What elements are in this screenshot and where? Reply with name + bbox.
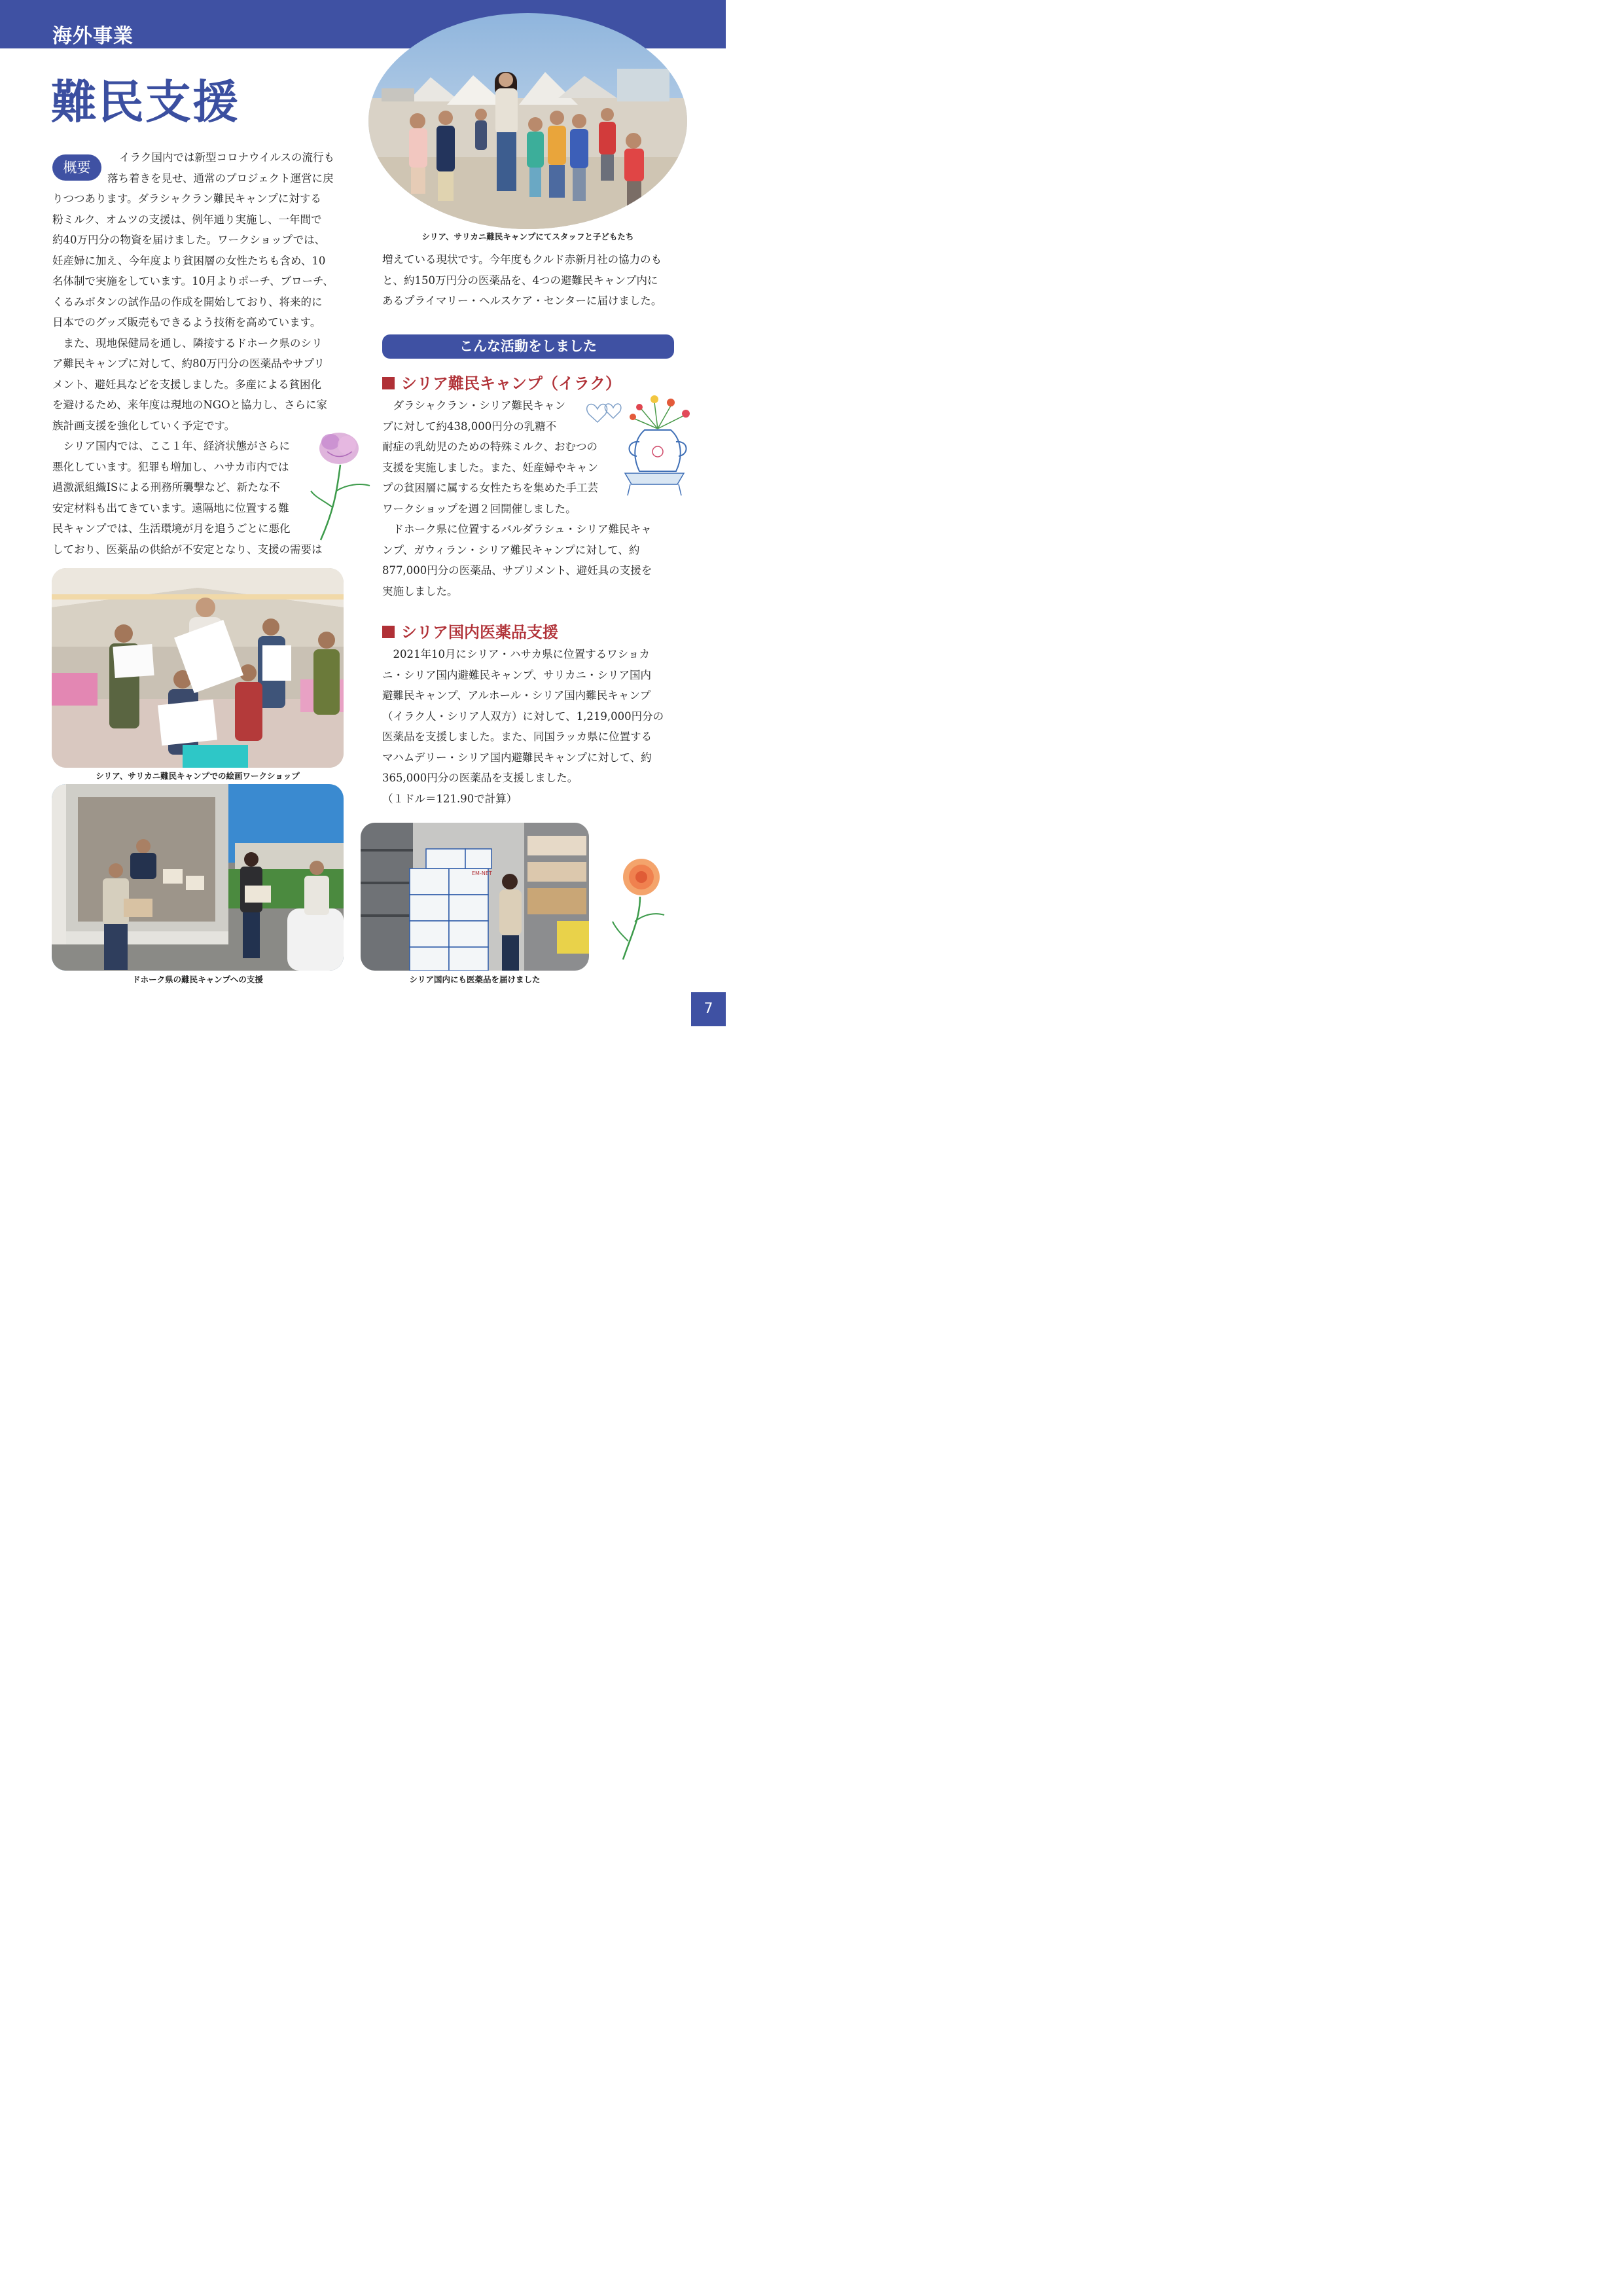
overview-continued-line: と、約150万円分の医薬品を、4つの避難民キャンプ内に [382,274,658,287]
overview-line: また、現地保健局を通し、隣接するドホーク県のシリ [52,336,323,350]
overview-line: 名体制で実施をしています。10月よりポーチ、ブローチ、 [52,275,334,287]
flower-illustration-pink [308,425,373,543]
section1-line: ダラシャクラン・シリア難民キャン [382,399,566,412]
section2-line: 避難民キャンプ、アルホール・シリア国内難民キャンプ [382,689,651,702]
overview-line: 悪化しています。犯罪も増加し、ハサカ市内では [52,460,289,473]
section1-line: ンプ、ガウィラン・シリア難民キャンプに対して、約 [382,543,640,556]
square-bullet-icon [382,626,395,638]
section-heading-text: シリア国内医薬品支援 [401,623,558,641]
photo-truck-delivery [52,784,344,971]
overview-line: シリア国内では、ここ１年、経済状態がさらに [52,440,290,452]
overview-line: 約40万円分の物資を届けました。ワークショップでは、 [52,234,326,246]
overview-line: 安定材料も出てきています。遠隔地に位置する難 [52,501,289,514]
overview-text [52,147,344,560]
warehouse-photo-caption: シリア国内にも医薬品を届けました [409,975,541,984]
section2-line: 医薬品を支援しました。また、同国ラッカ県に位置する [382,730,652,743]
overview-line: ア難民キャンプに対して、約80万円分の医薬品やサプリ [52,357,325,370]
section1-line: プの貧困層に属する女性たちを集めた手工芸 [382,482,598,494]
page-title: 難民支援 [51,75,240,129]
photo-camp-children [368,13,687,229]
photo-painting-workshop [52,568,344,768]
section-label: 海外事業 [52,25,134,48]
section2-line: （１ドル＝121.90で計算） [382,792,518,805]
section2-line: ニ・シリア国内避難民キャンプ、サリカニ・シリア国内 [382,668,652,681]
flower-illustration-orange [609,856,668,961]
overview-line: 粉ミルク、オムツの支援は、例年通り実施し、一年間で [52,213,322,226]
section2-line: マハムデリー・シリア国内避難民キャンプに対して、約 [382,751,652,764]
overview-badge: 概要 [52,154,101,181]
overview-line: くるみボタンの試作品の作成を開始しており、将来的に [52,295,323,308]
overview-line: 落ち着きを見せ、通常のプロジェクト運営に戻 [107,171,334,185]
workshop-photo-caption: シリア、サリカニ難民キャンプでの絵画ワークショップ [96,771,300,781]
section1-line: ドホーク県に位置するバルダラシュ・シリア難民キャ [382,523,652,535]
photo-medicine-warehouse [361,823,589,971]
overview-line: を避けるため、来年度は現地のNGOと協力し、さらに家 [52,399,327,411]
overview-line: 民キャンプでは、生活環境が月を追うごとに悪化 [52,522,291,535]
section2-line: 365,000円分の医薬品を支援しました。 [382,772,579,784]
section-heading-syria-medicine [382,619,558,642]
overview-continued-text [382,249,677,312]
overview-line: しており、医薬品の供給が不安定となり、支援の需要は [52,543,323,556]
overview-continued-line: 増えている現状です。今年度もクルド赤新月社の協力のも [382,253,662,266]
section2-line: （イラク人・シリア人双方）に対して、1,219,000円分の [382,709,664,723]
section1-line: 実施しました。 [382,584,458,598]
overview-line: メント、避妊具などを支援しました。多産による貧困化 [52,378,322,391]
section1-line: 耐症の乳幼児のための特殊ミルク、おむつの [382,440,598,453]
activities-heading: こんな活動をしました [382,334,674,359]
section1-line: 877,000円分の医薬品、サプリメント、避妊具の支援を [382,564,652,577]
section1-line: ワークショップを週２回開催しました。 [382,502,577,515]
section1-line: 支援を実施しました。また、妊産婦やキャン [382,461,598,474]
section1-line: プに対して約438,000円分の乳糖不 [382,420,557,433]
vase-flowers-illustration [579,389,700,501]
section-heading-text: シリア難民キャンプ（イラク） [401,374,621,393]
overview-line: 日本でのグッズ販売もできるよう技術を高めています。 [52,316,321,329]
overview-continued-line: あるプライマリー・ヘルスケア・センターに届けました。 [382,295,662,307]
overview-line: 過激派組織ISによる刑務所襲撃など、新たな不 [52,481,280,493]
overview-line: 妊産婦に加え、今年度より貧困層の女性たちも含め、10 [52,254,326,267]
overview-line: 族計画支援を強化していく予定です。 [52,419,236,432]
box-label: EM-NET [472,870,492,876]
overview-line: イラク国内では新型コロナウイルスの流行も [119,151,335,164]
page-number: 7 [691,992,726,1026]
top-photo-caption: シリア、サリカニ難民キャンプにてスタッフと子どもたち [421,232,634,242]
truck-photo-caption: ドホーク県の難民キャンプへの支援 [132,975,263,984]
square-bullet-icon [382,377,395,389]
section2-text [382,644,677,809]
overview-line: りつつあります。ダラシャクラン難民キャンプに対する [52,192,321,205]
section2-line: 2021年10月にシリア・ハサカ県に位置するワショカ [382,648,650,660]
